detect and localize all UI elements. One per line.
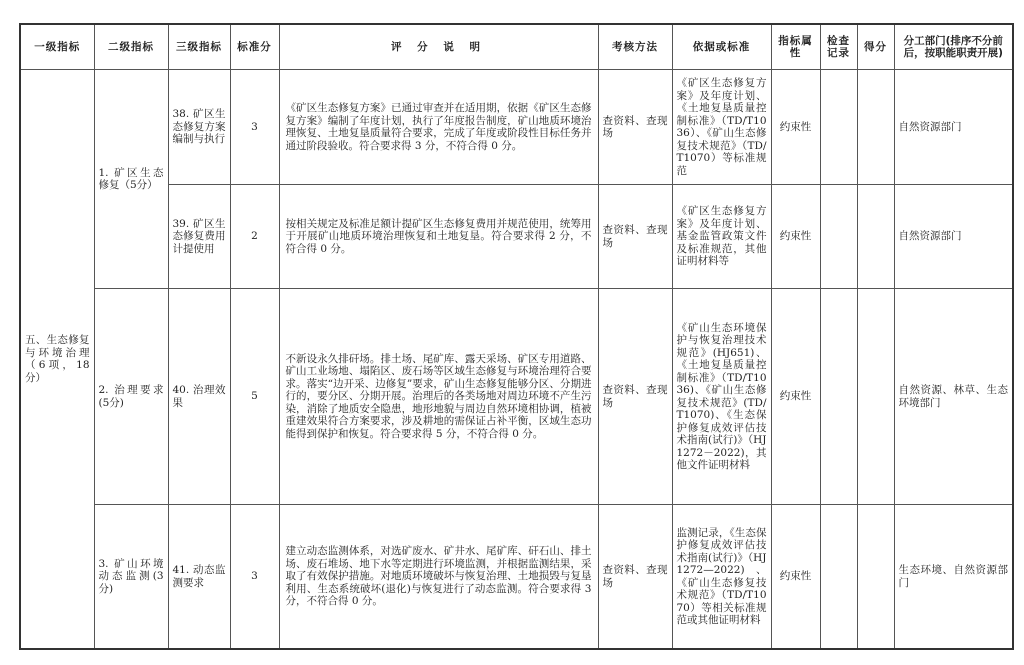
header-basis: 依据或标准 <box>672 24 771 70</box>
attribute-cell: 约束性 <box>771 185 820 289</box>
description-cell: 按相关规定及标准足额计提矿区生态修复费用并规范使用，统筹用于开展矿山地质环境治理恢复和土地复垦。符合要求得 2 分，不符合得 0 分。 <box>279 185 598 289</box>
dept-cell: 自然资源部门 <box>894 70 1013 185</box>
table-row <box>20 289 1013 505</box>
level2-cell: 3. 矿山环境动态监测(3分) <box>94 505 168 650</box>
header-attribute: 指标属性 <box>771 24 820 70</box>
record-cell[interactable] <box>820 70 857 185</box>
header-dept: 分工部门(排序不分前后，按职能职责开展) <box>894 24 1013 70</box>
table-row <box>20 505 1013 650</box>
header-got: 得分 <box>857 24 894 70</box>
header-method: 考核方法 <box>598 24 672 70</box>
dept-cell: 自然资源部门 <box>894 185 1013 289</box>
attribute-cell: 约束性 <box>771 289 820 505</box>
method-cell: 查资料、查现场 <box>598 70 672 185</box>
table-row <box>20 70 1013 185</box>
header-score: 标准分 <box>230 24 279 70</box>
header-description: 评 分 说 明 <box>279 24 598 70</box>
got-cell[interactable] <box>857 185 894 289</box>
header-level2: 二级指标 <box>94 24 168 70</box>
header-row <box>20 24 1013 70</box>
basis-cell: 《矿区生态修复方案》及年度计划、基金监管政策文件及标准规范，其他证明材料等 <box>672 185 771 289</box>
table-row <box>20 185 1013 289</box>
header-level3: 三级指标 <box>168 24 230 70</box>
score-cell: 5 <box>230 289 279 505</box>
level2-cell: 1. 矿区生态修复（5分） <box>94 70 168 289</box>
basis-cell: 监测记录，《生态保护修复成效评估技术指南(试行)》（HJ1272—2022)、《矿山生态修复技术规范》（TD/T1070）等相关标准规范或其他证明材料 <box>672 505 771 650</box>
method-cell: 查资料、查现场 <box>598 289 672 505</box>
header-level1: 一级指标 <box>20 24 94 70</box>
got-cell[interactable] <box>857 70 894 185</box>
evaluation-table <box>19 23 1014 650</box>
level3-cell: 40. 治理效果 <box>168 289 230 505</box>
basis-cell: 《矿山生态环境保护与恢复治理技术规范》(HJ651)、《土地复垦质量控制标准》（TD/T1036)、《矿山生态修复技术规范》(TD/T1070)、《生态保护修复成效评估技术指南(试行)》（HJ1272－2022)，其他文件证明材料 <box>672 289 771 505</box>
level1-cell: 五、生态修复与环境治理（6项，18分） <box>20 70 94 650</box>
score-cell: 3 <box>230 505 279 650</box>
method-cell: 查资料、查现场 <box>598 505 672 650</box>
got-cell[interactable] <box>857 505 894 650</box>
score-cell: 3 <box>230 70 279 185</box>
attribute-cell: 约束性 <box>771 505 820 650</box>
record-cell[interactable] <box>820 185 857 289</box>
header-record: 检查记录 <box>820 24 857 70</box>
got-cell[interactable] <box>857 289 894 505</box>
description-cell: 《矿区生态修复方案》已通过审查并在适用期，依据《矿区生态修复方案》编制了年度计划，执行了年度报告制度，矿山地质环境治理恢复、土地复垦质量符合要求，完成了年度或阶段性目标任务并通过阶段验收。符合要求得 3 分，不符合得 0 分。 <box>279 70 598 185</box>
dept-cell: 自然资源、林草、生态环境部门 <box>894 289 1013 505</box>
score-cell: 2 <box>230 185 279 289</box>
level3-cell: 39. 矿区生态修复费用计提使用 <box>168 185 230 289</box>
level2-cell: 2. 治理要求(5分) <box>94 289 168 505</box>
record-cell[interactable] <box>820 289 857 505</box>
record-cell[interactable] <box>820 505 857 650</box>
attribute-cell: 约束性 <box>771 70 820 185</box>
dept-cell: 生态环境、自然资源部门 <box>894 505 1013 650</box>
level3-cell: 38. 矿区生态修复方案编制与执行 <box>168 70 230 185</box>
description-cell: 建立动态监测体系，对选矿废水、矿井水、尾矿库、矸石山、排土场、废石堆场、地下水等定期进行环境监测，并根据监测结果，采取了有效保护措施。对地质环境破坏与恢复治理、土地损毁与复垦利用、生态系统破坏(退化)与恢复进行了动态监测。符合要求得 3 分，不符合得 0 分。 <box>279 505 598 650</box>
level3-cell: 41. 动态监测要求 <box>168 505 230 650</box>
description-cell: 不新设永久排矸场。排土场、尾矿库、露天采场、矿区专用道路、矿山工业场地、塌陷区、废石场等区域生态修复与环境治理符合要求。落实“边开采、边修复”要求，矿山生态修复能够分区、分期进行的，要分区、分期开展。治理后的各类场地对周边环境不产生污染，消除了地质安全隐患，地形地貌与周边自然环境相协调，植被重建效果符合方案要求，涉及耕地的需保证占补平衡，区域生态功能得到保护和恢复。符合要求得 5 分，不符合得 0 分。 <box>279 289 598 505</box>
method-cell: 查资料、查现场 <box>598 185 672 289</box>
basis-cell: 《矿区生态修复方案》及年度计划、《土地复垦质量控制标准》（TD/T1036）、《矿山生态修复技术规范》（TD/T1070）等标准规范 <box>672 70 771 185</box>
